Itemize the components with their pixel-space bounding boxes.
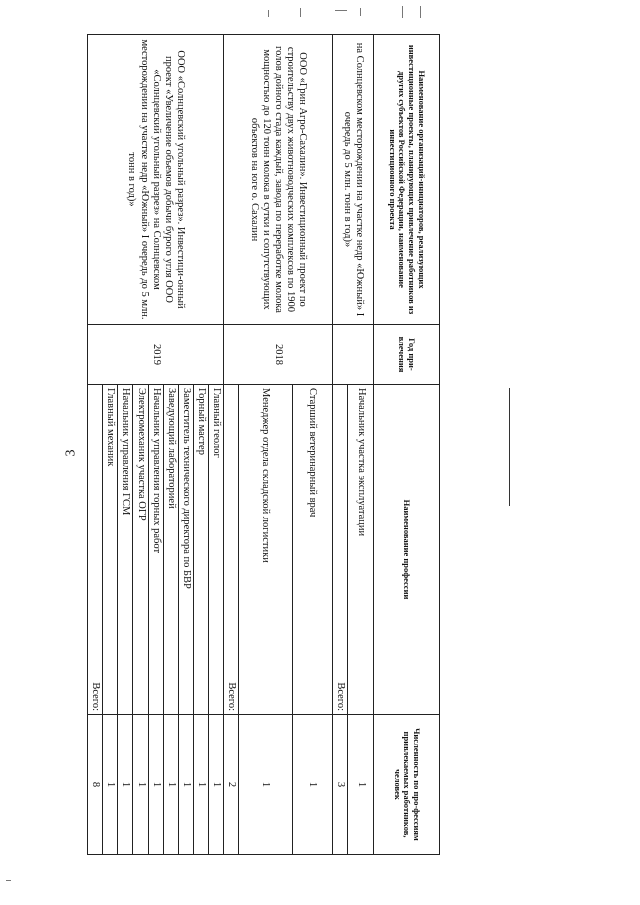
workers-table	[87, 34, 440, 855]
count-cell: 1	[238, 715, 292, 855]
profession-cell: Электромеханик участка ОГР	[133, 385, 148, 715]
total-label: Всего:	[332, 385, 347, 715]
signature-line	[509, 388, 510, 506]
count-cell: 1	[118, 715, 133, 855]
header-year: Год при-влечения	[374, 325, 440, 385]
scan-mark	[6, 880, 11, 881]
profession-cell: Заместитель технического директора по БВР	[178, 385, 193, 715]
scan-mark	[402, 6, 403, 18]
profession-cell: Начальник управления ГСМ	[118, 385, 133, 715]
count-cell: 1	[193, 715, 208, 855]
profession-cell: Старший ветеринарный врач	[292, 385, 332, 715]
table-row	[348, 35, 374, 855]
profession-cell: Начальник участка эксплуатации	[348, 385, 374, 715]
organization-cell: ООО «Грин Агро-Сахалин». Инвестиционный проект по строительству двух животноводческих комплексов по 1900 голов дойного стада каждый, завода по переработке молока мощностью до 120 тонн молока в сутки и сопутствующих объектов на юге о. Сахалин	[223, 35, 332, 325]
profession-cell: Начальник управления горных работ	[148, 385, 163, 715]
header-profession: Наименование профессии	[374, 385, 440, 715]
organization-cell: ООО «Солнцевский угольный разрез». Инвестици-онный проект «Увеличение объемов добычи бурого угля ООО «Солнцевский угольный разрез» на Солнцевском месторождении на участке недр «Южный» I очередь до 5 млн. тонн в год)»	[88, 35, 224, 325]
total-value: 3	[332, 715, 347, 855]
count-cell: 1	[148, 715, 163, 855]
count-cell: 1	[348, 715, 374, 855]
count-cell: 1	[178, 715, 193, 855]
year-cell	[332, 325, 373, 385]
table-row	[292, 35, 332, 855]
total-value: 2	[223, 715, 238, 855]
header-organization: Наименование организаций-инициаторов, реализующих инвестиционные проекты, планирующих привлечение работников из других субъектов Российской Федерации, наименование инвестиционного проекта	[374, 35, 440, 325]
year-cell: 2018	[223, 325, 332, 385]
count-cell: 1	[133, 715, 148, 855]
count-cell: 1	[208, 715, 223, 855]
total-value: 8	[88, 715, 103, 855]
organization-cell: на Солнцевском месторождении на участке недр «Южный» I очередь до 5 млн. тонн в год)»	[332, 35, 373, 325]
profession-cell: Заведующий лабораторией	[163, 385, 178, 715]
rotated-table-wrapper	[90, 34, 440, 854]
scan-mark	[335, 10, 347, 11]
profession-cell: Главный механик	[103, 385, 118, 715]
scan-mark	[420, 6, 421, 18]
total-label: Всего:	[223, 385, 238, 715]
profession-cell: Горный мастер	[193, 385, 208, 715]
total-label: Всего:	[88, 385, 103, 715]
profession-cell: Менеджер отдела складской логистики	[238, 385, 292, 715]
scan-mark	[300, 8, 301, 17]
count-cell: 1	[103, 715, 118, 855]
count-cell: 1	[292, 715, 332, 855]
scan-mark	[268, 10, 269, 17]
count-cell: 1	[163, 715, 178, 855]
header-row	[374, 35, 440, 855]
profession-cell: Главный геолог	[208, 385, 223, 715]
table-row	[208, 35, 223, 855]
scan-mark	[360, 8, 361, 16]
year-cell: 2019	[88, 325, 224, 385]
header-count: Численность по про-фессиям привлекаемых работников, человек	[374, 715, 440, 855]
page-number: 3	[63, 449, 78, 457]
